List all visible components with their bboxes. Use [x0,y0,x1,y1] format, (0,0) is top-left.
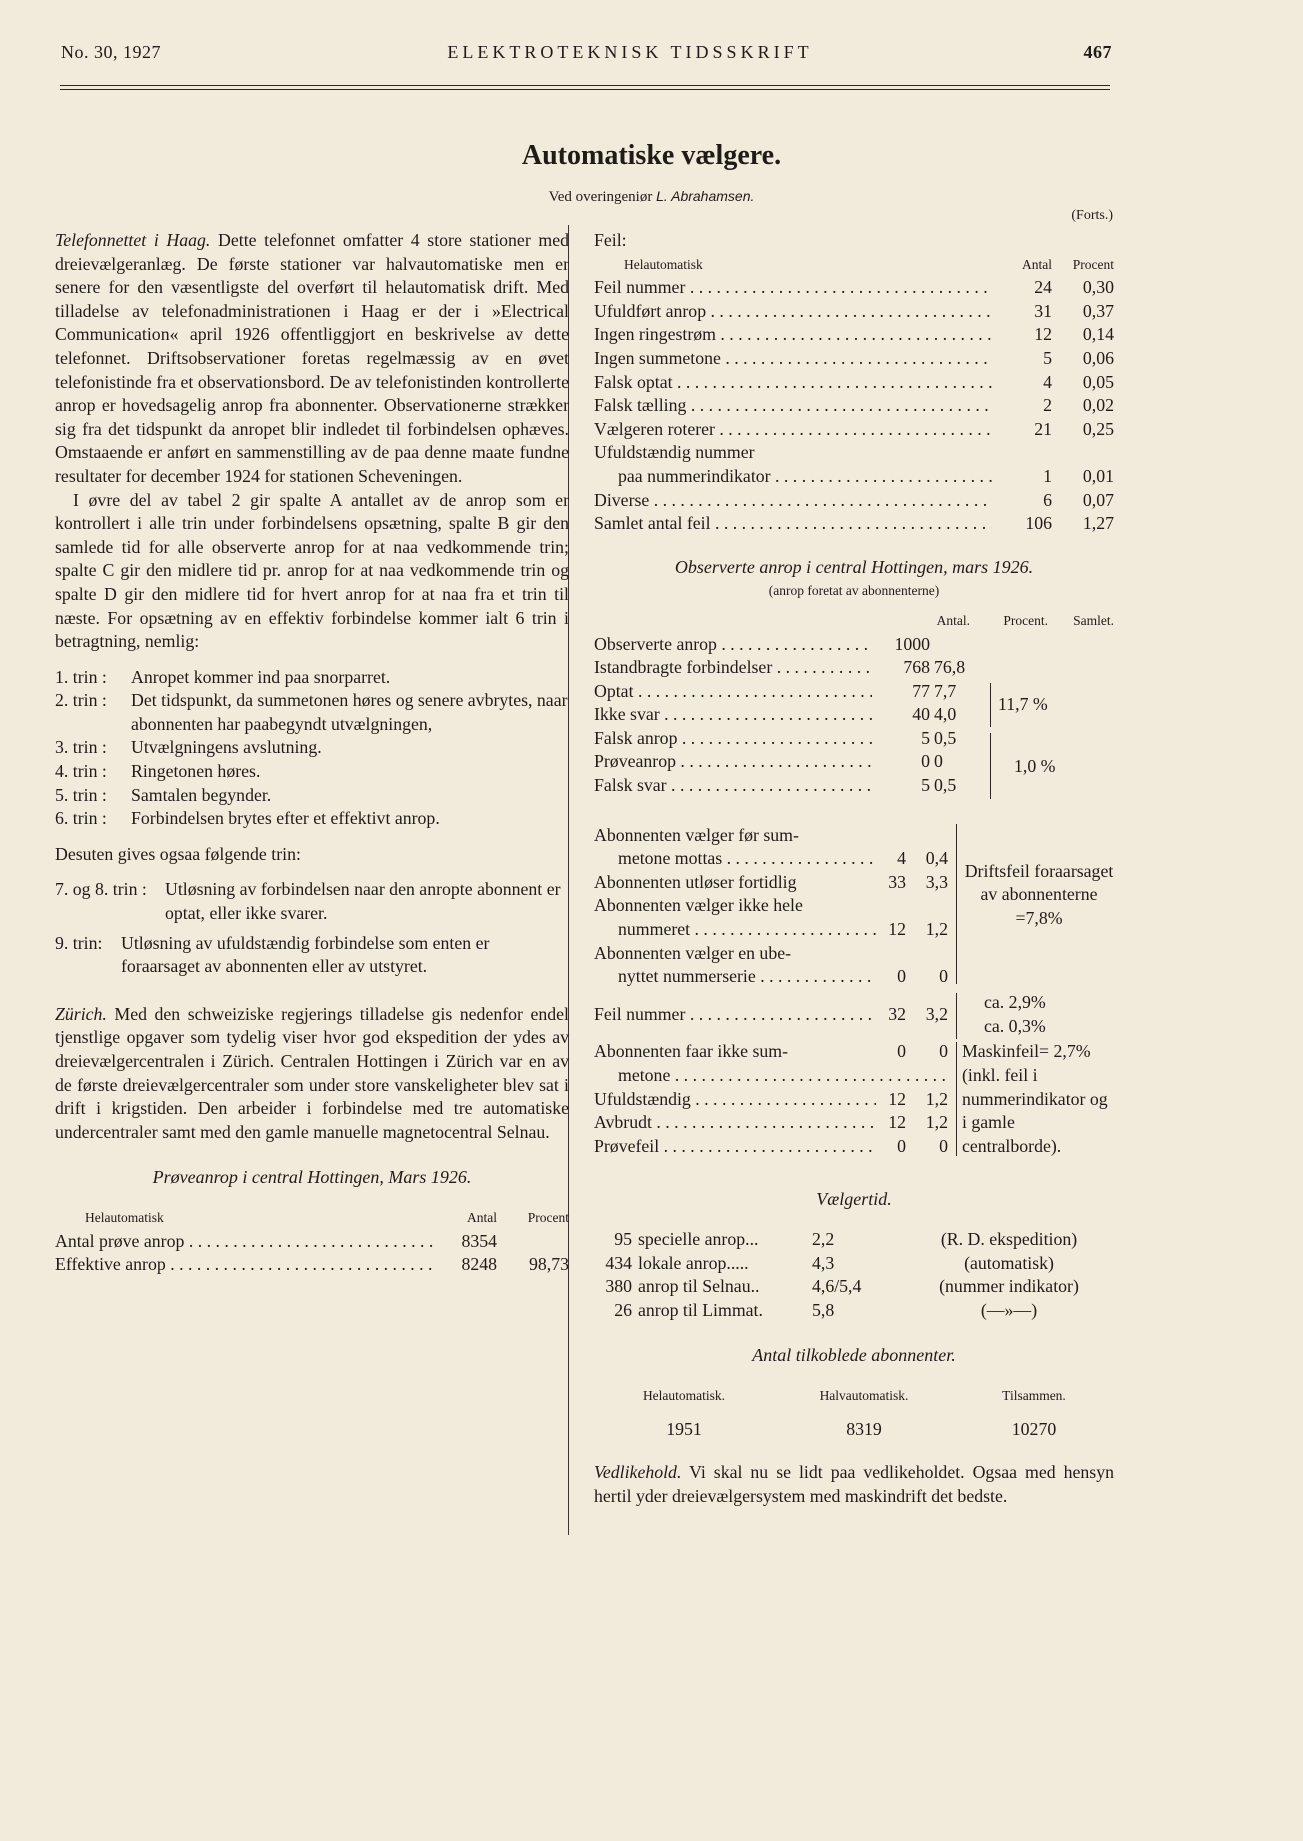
zurich-paragraph [55,1003,569,1145]
table-row: Feil nummer . . . 32 3,2 [594,993,948,1027]
proeve-table [55,1206,569,1277]
zurich-text: Med den schweiziske regjerings tilladelse gis nedenfor endel tjenstlige opgaver som tydelig viser hvor god ekspedition der ydes av dreievælgercentralen i Zürich. Centralen Hottingen i Zürich var en av de første dreievælgercentraler som under store vanskeligheter blev sat i drift i krigstiden. Den arbeider i forbindelse med tre automatiske undercentraler samt med den gamle manuelle magnetocentral Selnau. [55,1003,569,1142]
table-row: Ingen summetone . . . 5 0,06 [594,347,1114,371]
table-header: Helautomatisk Antal Procent [624,256,1114,272]
table-row: Ingen ringestrøm . . . 12 0,14 [594,323,1114,347]
obs-table-subtitle: (anrop foretat av abonnenterne) [768,583,940,599]
table-row: Effektive anrop . . . 8248 98,73 [55,1253,569,1277]
left-column [55,229,569,1277]
tabel-paragraph: I øvre del av tabel 2 gir spalte A antallet av de anrop som er kontrollert i alle trin under forbindelsens opsætning, spalte B gir den samlede tid for alle observerte anrop for at naa vedkommende trin; spalte C gir den midlere tid pr. anrop for at naa vedkommende trin og spalte D gir den midlere tid for hvert anrop for at naa fra et trin til næste. For opsætning av en effektiv forbindelse kommer ialt 6 trin i betragtning, nemlig: [55,489,569,652]
vedlikehold-heading: Vedlikehold. [594,1462,682,1483]
vaelgertid-title: Vælgertid. [816,1189,892,1210]
maskinfeil-note: Maskinfeil= 2,7% (inkl. feil i nummerindikator og i gamle centralborde). [962,1041,1108,1156]
table-header: Antal. Procent. Samlet. [936,612,1114,628]
byline-prefix: Ved overingeniør [548,189,653,205]
haag-text: Dette telefonnet omfatter 4 store stationer med dreievælgeranlæg. De første stationer var halvautomatiske men er senere for den væsentligste del overført til helautomatisk drift. Med tilladelse av telefonadministrationen i Haag er der i »Electrical Communication« april 1926 offentliggjort en beskrivelse av dette telefonnet. Driftsobservationer foretas regelmæssig av en øvet telefonistinde fra et observationsbord. De av telefonistinden kontrollerte anrop er hovedsagelig anrop fra abonnenter. Observationerne strækker sig fra det tidspunkt da anropet blir indledet til forbindelsen ophæves. Omstaaende er anført en sammenstilling av de paa denne maate fundne resultater for december 1924 for stationen Scheveningen. [55,230,569,486]
table-row: 380 anrop til Selnau.. 4,6/5,4 (nummer indikator) [605,1276,1079,1297]
brace [956,824,957,984]
zurich-heading: Zürich. [55,1003,107,1024]
feilnr-note-1: ca. 2,9% [984,991,1046,1012]
page-number: 467 [1083,42,1112,62]
table-row: paa nummerindikator . . . 1 0,01 [594,465,1114,489]
table-row: 95 specielle anrop... 2,2 (R. D. ekspedition) [614,1228,1078,1249]
vedlikehold-text: Vi skal nu se lidt paa vedlikeholdet. Ogsaa med hensyn hertil yder dreievælgersystem med maskindrift det bedste. [594,1462,1114,1506]
table-row: Antal prøve anrop . . . 8354 [55,1230,569,1254]
journal-title: ELEKTROTEKNISK TIDSSKRIFT [447,42,813,62]
table-row: Ufuldstændig nummer [594,442,755,463]
table-row: Falsk optat . . . 4 0,05 [594,371,1114,395]
list-item: 6. trin : Forbindelsen brytes efter et effektivt anrop. [55,808,440,829]
table-row: Ufuldført anrop . . . 31 0,37 [594,300,1114,324]
author: L. Abrahamsen. [656,188,755,204]
table-row: Istandbragte forbindelser . . . 768 76,8 [594,656,984,680]
table-row: Feil nummer . . . 24 0,30 [594,276,1114,300]
table-row: Prøveanrop . . . 0 0 [594,750,984,774]
list-item: 3. trin : Utvælgningens avslutning. [55,737,322,758]
right-column [594,229,1114,1508]
brace [990,683,991,727]
feil-heading: Feil: [594,230,627,250]
table-row: Abonnenten vælger før sum- metone mottas . . . 4 0,4 [594,824,948,871]
table-row: Samlet antal feil . . . 106 1,27 [594,512,1114,536]
brace [956,993,957,1039]
table-row: Ufuldstændig . . . 12 1,2 [594,1088,948,1112]
header-rule-bottom [60,89,1110,90]
table-row: 434 lokale anrop..... 4,3 (automatisk) [605,1252,1054,1273]
vedlikehold-paragraph [594,1461,1114,1508]
proeve-table-title: Prøveanrop i central Hottingen, Mars 1926. [152,1167,472,1188]
list-item: 2. trin : Det tidspunkt, da summetonen høres og senere avbrytes, naar abonnenten har paabegyndt utvælgningen, [55,690,568,734]
list-item: 5. trin : Samtalen begynder. [55,784,272,805]
table-row: Diverse . . . 6 0,07 [594,489,1114,513]
byline [0,188,1303,206]
table-row: Abonnenten vælger en ube- nyttet nummerserie . . . 0 0 [594,942,948,989]
feil-table [594,276,1114,536]
table-row: Vælgeren roterer . . . 21 0,25 [594,418,1114,442]
driftsfeil-note: Driftsfeil foraarsaget av abonnenterne =7,8% [964,860,1114,928]
brace [956,1042,957,1156]
table-row: Abonnenten vælger ikke hele nummeret . . . 12 1,2 [594,894,948,941]
table-header: Helautomatisk. Halvautomatisk. Tilsammen. [642,1387,1066,1403]
table-row: Prøvefeil . . . 0 0 [594,1135,948,1159]
table-row: Falsk tælling . . . 2 0,02 [594,394,1114,418]
obs-table-title: Observerte anrop i central Hottingen, mars 1926. [674,556,1034,577]
list-item: 4. trin : Ringetonen høres. [55,761,261,782]
table-row: Optat . . . 77 7,7 [594,680,984,704]
obs-table [594,633,1114,798]
brace [990,733,991,799]
trin-list [55,666,569,831]
abonnent-table [594,824,1114,989]
tilkoblede-title: Antal tilkoblede abonnenter. [752,1345,956,1366]
table-row: Ikke svar . . . 40 4,0 [594,703,984,727]
table-row: 26 anrop til Limmat. 5,8 (—»—) [614,1299,1038,1320]
obs-group-total-2: 1,0 % [1014,755,1056,776]
obs-group-total-1: 11,7 % [998,693,1048,714]
haag-paragraph [55,229,569,489]
table-row: Abonnenten utløser fortidlig 33 3,3 [594,871,948,892]
feilnr-note-2: ca. 0,3% [984,1015,1046,1036]
list-item: 1. trin : Anropet kommer ind paa snorparret. [55,666,391,687]
table-row: Observerte anrop . . . 1000 [594,633,984,657]
table-row: 1951 8319 10270 [666,1418,1057,1439]
issue-number: No. 30, 1927 [61,42,161,62]
continued-note: (Forts.) [1071,208,1113,223]
list-item: 7. og 8. trin : Utløsning av forbindelsen naar den anropte abonnent er optat, eller ikke svarer. [55,879,561,924]
table-row: Abonnenten faar ikke sum- 0 0 metone . . . [594,1040,948,1087]
table-row: Falsk svar . . . 5 0,5 [594,774,984,798]
haag-heading: Telefonnettet i Haag. [55,230,211,250]
list-item: 9. trin: Utløsning av ufuldstændig forbindelse som enten er foraarsaget av abonnenten eller av utstyret. [55,932,490,977]
header-rule-top [60,85,1110,86]
desuten-text: Desuten gives ogsaa følgende trin: [55,843,301,864]
table-row: Falsk anrop . . . 5 0,5 [594,727,984,751]
feilnummer-block [594,991,1114,1036]
vaelgertid-table [594,1228,1114,1322]
maskinfeil-table [594,1040,1114,1158]
table-row: Avbrudt . . . 12 1,2 [594,1111,948,1135]
table-header: Helautomatisk Antal Procent [85,1209,569,1225]
article-title: Automatiske vælgere. [521,140,782,171]
